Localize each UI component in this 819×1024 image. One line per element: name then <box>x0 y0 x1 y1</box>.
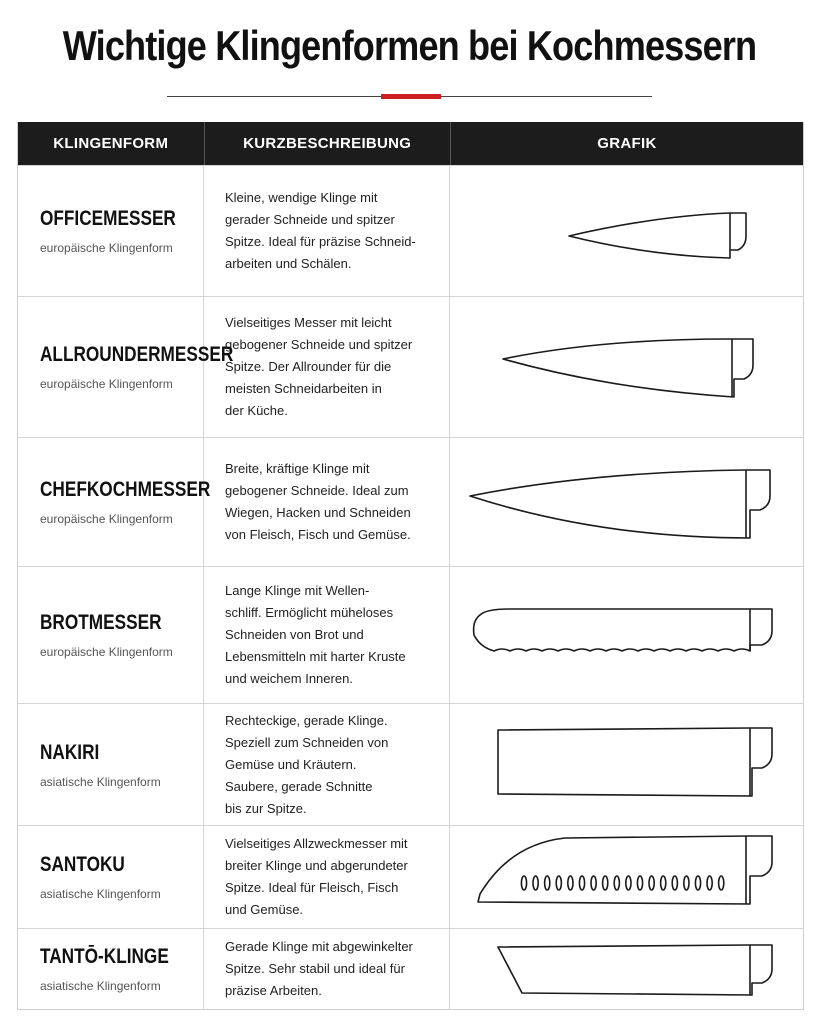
table-row <box>18 703 803 825</box>
tanto-knife-icon <box>450 929 803 1009</box>
knife-name: SANTOKU <box>40 853 125 876</box>
graphic-cell <box>450 826 803 928</box>
page-title: Wichtige Klingenformen bei Kochmessern <box>62 22 757 69</box>
knife-name: NAKIRI <box>40 740 100 764</box>
description-cell <box>204 567 450 703</box>
name-cell <box>18 826 204 928</box>
graphic-cell <box>450 297 803 437</box>
santoku-dimple <box>591 876 596 890</box>
description-cell <box>204 166 450 296</box>
description-cell <box>204 929 450 1009</box>
name-cell <box>18 704 204 825</box>
knife-description: Vielseitiges Messer mit leicht gebogener Schneide und spitzer Spitze. Der Allrounder für die meisten Schneidarbeiten in der Küche. <box>225 315 413 418</box>
knife-description: Vielseitiges Allzweckmesser mit breiter Klinge und abgerundeter Spitze. Ideal für Fleisch, Fisch und Gemüse. <box>225 836 408 917</box>
header-kurzbeschreibung: KURZBESCHREIBUNG <box>205 122 451 165</box>
knife-origin: asiatische Klingenform <box>40 979 161 993</box>
chef-knife-icon <box>450 438 803 566</box>
description-cell <box>204 826 450 928</box>
santoku-dimple <box>603 876 608 890</box>
santoku-dimple <box>637 876 642 890</box>
knife-name: OFFICEMESSER <box>40 207 176 230</box>
bread-knife-icon <box>450 567 803 703</box>
santoku-dimple <box>579 876 584 890</box>
name-cell <box>18 929 204 1009</box>
knife-name: TANTŌ-KLINGE <box>40 945 169 968</box>
santoku-dimple <box>626 876 631 890</box>
knife-description: Rechteckige, gerade Klinge. Speziell zum Schneiden von Gemüse und Kräutern. Saubere, gerade Schnitte bis zur Spitze. <box>225 712 389 816</box>
santoku-dimple <box>568 876 573 890</box>
knife-description: Gerade Klinge mit abgewinkelter Spitze. Sehr stabil und ideal für präzise Arbeiten. <box>225 939 413 998</box>
table-row <box>18 296 803 437</box>
santoku-dimple <box>707 876 712 890</box>
knife-origin: europäische Klingenform <box>40 377 173 391</box>
table-header <box>18 122 803 165</box>
graphic-cell <box>450 166 803 296</box>
graphic-cell <box>450 704 803 825</box>
santoku-dimple <box>684 876 689 890</box>
knife-origin: europäische Klingenform <box>40 645 173 659</box>
graphic-cell <box>450 438 803 566</box>
description-cell <box>204 704 450 825</box>
table-row <box>18 566 803 703</box>
knife-name: BROTMESSER <box>40 611 162 634</box>
santoku-dimple <box>661 876 666 890</box>
table-row <box>18 165 803 296</box>
title-divider-accent <box>381 94 441 99</box>
knife-description: Breite, kräftige Klinge mit gebogener Schneide. Ideal zum Wiegen, Hacken und Schneiden von Fleisch, Fisch und Gemüse. <box>225 461 411 542</box>
allrounder-knife-icon <box>450 297 803 437</box>
santoku-dimple <box>533 876 538 890</box>
knife-name: CHEFKOCHMESSER <box>40 478 211 501</box>
graphic-cell <box>450 929 803 1009</box>
santoku-dimple <box>545 876 550 890</box>
knife-origin: asiatische Klingenform <box>40 887 161 901</box>
graphic-cell <box>450 567 803 703</box>
office-knife-icon <box>450 166 803 296</box>
description-cell <box>204 297 450 437</box>
knife-name: ALLROUNDERMESSER <box>40 343 234 366</box>
santoku-dimple <box>649 876 654 890</box>
santoku-dimple <box>672 876 677 890</box>
santoku-dimple <box>521 876 526 890</box>
santoku-dimple <box>719 876 724 890</box>
name-cell <box>18 567 204 703</box>
table-row <box>18 825 803 928</box>
santoku-dimple <box>556 876 561 890</box>
table-row <box>18 437 803 566</box>
description-cell <box>204 438 450 566</box>
knife-origin: europäische Klingenform <box>40 512 173 526</box>
blade-shapes-table <box>17 122 804 1010</box>
name-cell <box>18 297 234 437</box>
header-klingenform: KLINGENFORM <box>18 122 205 165</box>
name-cell <box>18 166 204 296</box>
name-cell <box>18 438 211 566</box>
knife-description: Lange Klinge mit Wellen- schliff. Ermöglicht müheloses Schneiden von Brot und Lebensmitteln mit harter Kruste und weichem Inneren. <box>225 583 406 686</box>
santoku-dimple <box>695 876 700 890</box>
table-row <box>18 928 803 1009</box>
knife-origin: europäische Klingenform <box>40 241 173 255</box>
header-grafik: GRAFIK <box>597 135 657 152</box>
knife-origin: asiatische Klingenform <box>40 774 161 789</box>
nakiri-knife-icon <box>450 704 803 825</box>
knife-description: Kleine, wendige Klinge mit gerader Schneide und spitzer Spitze. Ideal für präzise Schneid- arbeiten und Schälen. <box>225 190 416 271</box>
santoku-knife-icon <box>450 826 803 928</box>
santoku-dimple <box>614 876 619 890</box>
